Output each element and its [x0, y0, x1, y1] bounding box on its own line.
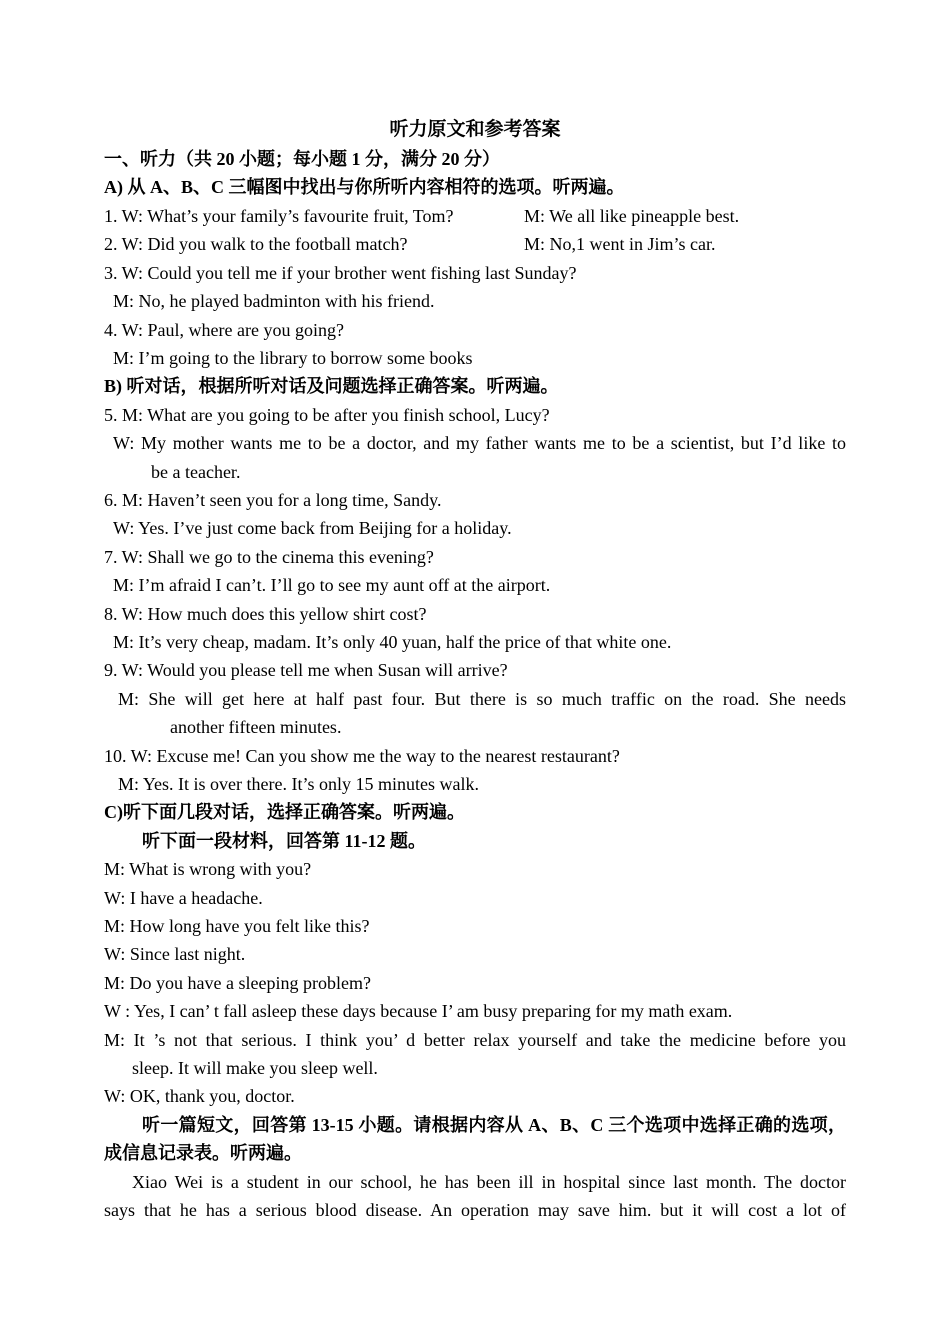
dialogue-line: M: It ’s not that serious. I think you’ d better relax yourself and take the medicine before you [104, 1030, 846, 1050]
q10-woman: 10. W: Excuse me! Can you show me the way to the nearest restaurant? [104, 746, 620, 766]
q9-man-line1: M: She will get here at half past four. But there is so much traffic on the road. She needs [118, 689, 846, 709]
part-c-subheading-2-line1: 听一篇短文，回答第 13-15 小题。请根据内容从 A、B、C 三个选项中选择正确的选项， [142, 1115, 846, 1135]
part-c-subheading-2-line2: 成信息记录表。听两遍。 [104, 1143, 302, 1163]
q10-man: M: Yes. It is over there. It’s only 15 minutes walk. [118, 774, 479, 794]
dialogue-line: W : Yes, I can’ t fall asleep these days because I’ am busy preparing for my math exam. [104, 1001, 733, 1021]
q3-man: M: No, he played badminton with his friend. [113, 291, 435, 311]
passage-line: Xiao Wei is a student in our school, he has been ill in hospital since last month. The doctor [132, 1172, 846, 1192]
dialogue-line: W: I have a headache. [104, 888, 263, 908]
part-c-heading: C)听下面几段对话，选择正确答案。听两遍。 [104, 802, 465, 822]
q2-man: M: No,1 went in Jim’s car. [524, 234, 716, 254]
q8-woman: 8. W: How much does this yellow shirt cost? [104, 604, 427, 624]
dialogue-line: W: OK, thank you, doctor. [104, 1086, 295, 1106]
q5-woman-line1: W: My mother wants me to be a doctor, and my father wants me to be a scientist, but I’d like to [113, 433, 846, 453]
q3-woman: 3. W: Could you tell me if your brother went fishing last Sunday? [104, 263, 577, 283]
q8-man: M: It’s very cheap, madam. It’s only 40 yuan, half the price of that white one. [113, 632, 672, 652]
page-title: 听力原文和参考答案 [389, 119, 561, 140]
part-a-heading: A) 从 A、B、C 三幅图中找出与你所听内容相符的选项。听两遍。 [104, 177, 625, 197]
dialogue-line: W: Since last night. [104, 944, 246, 964]
q6-woman: W: Yes. I’ve just come back from Beijing for a holiday. [113, 518, 512, 538]
q4-man: M: I’m going to the library to borrow some books [113, 348, 473, 368]
q1-man: M: We all like pineapple best. [524, 206, 740, 226]
dialogue-line: M: What is wrong with you? [104, 859, 312, 879]
section-heading: 一、听力（共 20 小题；每小题 1 分，满分 20 分） [104, 149, 500, 169]
dialogue-line: M: How long have you felt like this? [104, 916, 370, 936]
q9-man-line2: another fifteen minutes. [170, 717, 342, 737]
part-b-heading: B) 听对话，根据所听对话及问题选择正确答案。听两遍。 [104, 376, 559, 396]
question-1-line [104, 202, 846, 230]
part-c-subheading-1: 听下面一段材料，回答第 11-12 题。 [142, 831, 426, 851]
q2-woman: 2. W: Did you walk to the football match? [104, 234, 408, 254]
q5-man: 5. M: What are you going to be after you finish school, Lucy? [104, 405, 550, 425]
q4-woman: 4. W: Paul, where are you going? [104, 320, 344, 340]
dialogue-line: sleep. It will make you sleep well. [132, 1058, 378, 1078]
question-2-line [104, 230, 846, 258]
q6-man: 6. M: Haven’t seen you for a long time, Sandy. [104, 490, 442, 510]
q7-man: M: I’m afraid I can’t. I’ll go to see my aunt off at the airport. [113, 575, 551, 595]
q1-woman: 1. W: What’s your family’s favourite fruit, Tom? [104, 206, 454, 226]
dialogue-line: M: Do you have a sleeping problem? [104, 973, 371, 993]
q5-woman-line2: be a teacher. [151, 462, 241, 482]
q9-woman: 9. W: Would you please tell me when Susan will arrive? [104, 660, 508, 680]
q7-woman: 7. W: Shall we go to the cinema this evening? [104, 547, 434, 567]
passage-line: says that he has a serious blood disease. An operation may save him. but it will cost a lot of [104, 1200, 846, 1220]
